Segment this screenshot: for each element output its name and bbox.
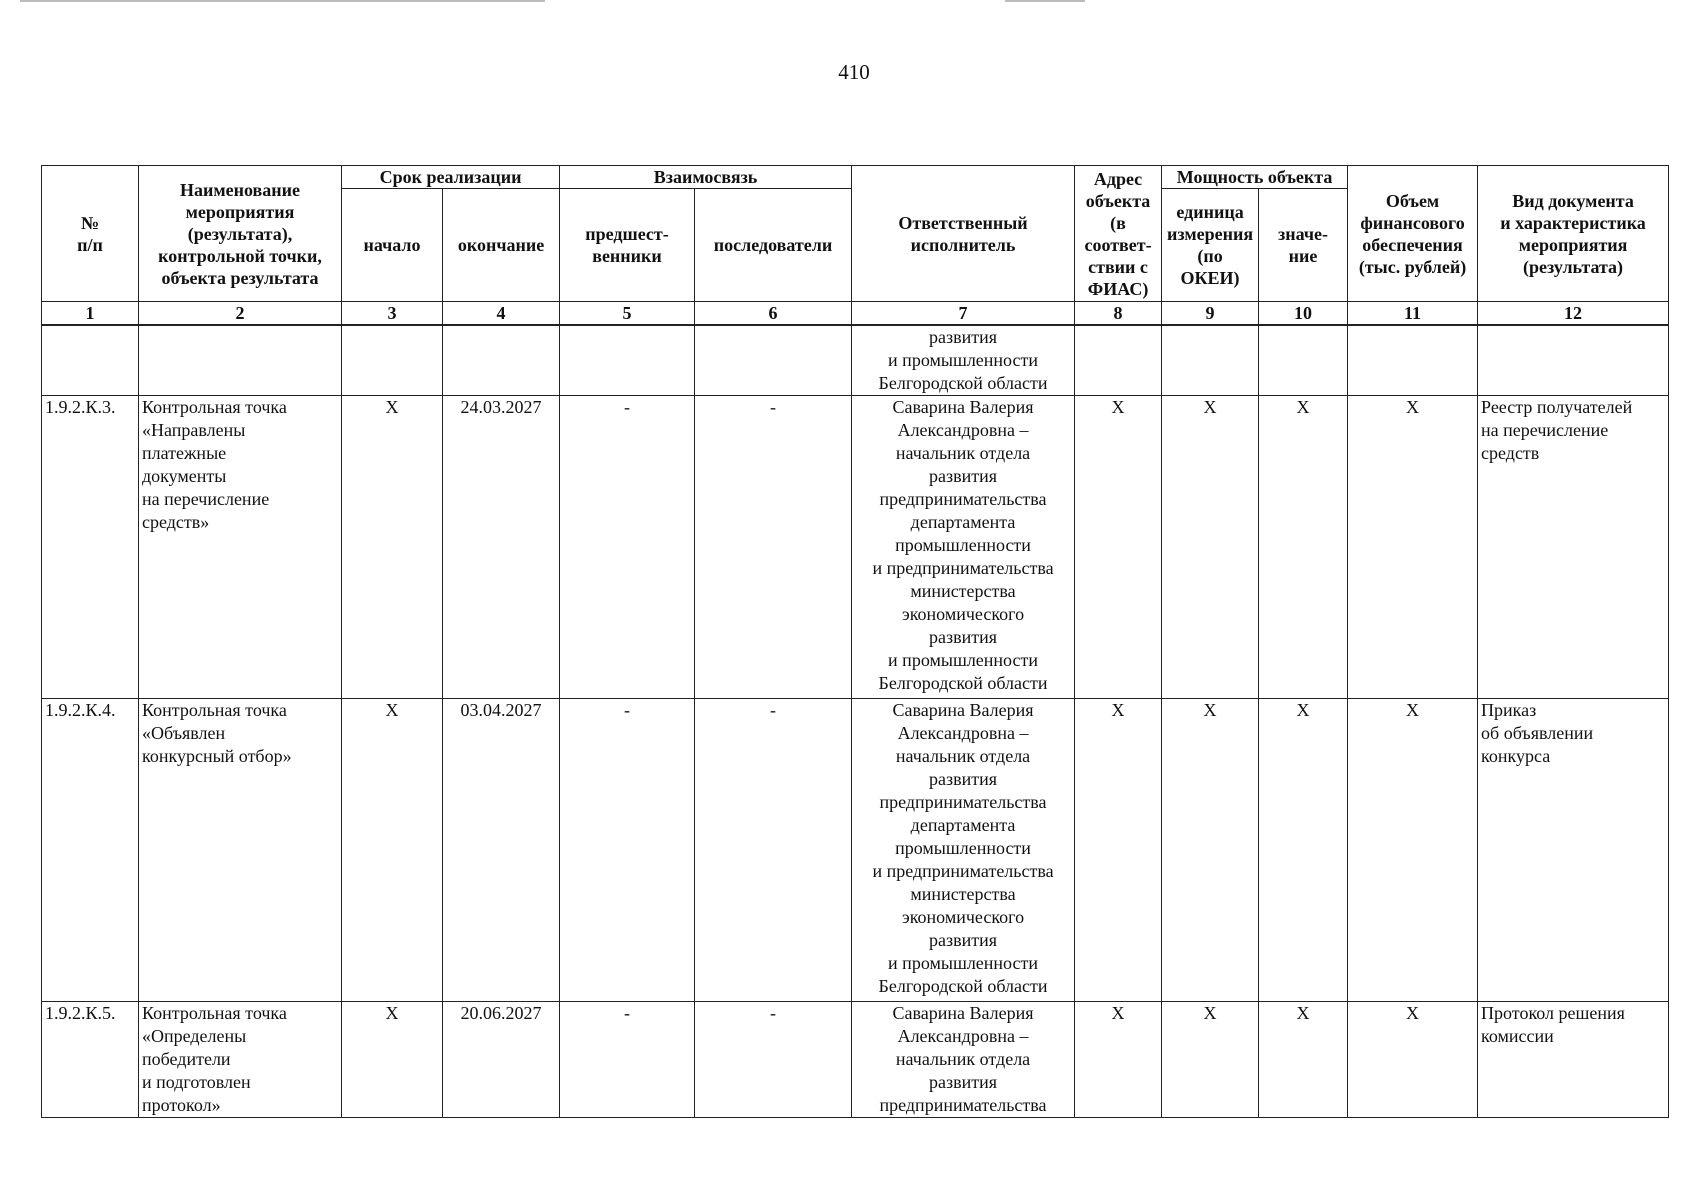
cell-start: X — [342, 1002, 443, 1118]
header-successors: последователи — [695, 189, 852, 302]
top-scan-rule — [20, 0, 545, 2]
cell-empty — [342, 325, 443, 396]
column-number: 2 — [139, 302, 342, 326]
header-predecessors: предшест- венники — [560, 189, 695, 302]
table-row — [42, 699, 1669, 1002]
header-group-term: Срок реализации — [342, 166, 560, 189]
cell-document: Реестр получателей на перечисление средств — [1478, 396, 1669, 699]
column-number: 7 — [852, 302, 1075, 326]
cell-empty — [695, 325, 852, 396]
cell-empty — [1259, 325, 1348, 396]
cell-start: X — [342, 396, 443, 699]
cell-predecessors: - — [560, 699, 695, 1002]
cell-empty — [1162, 325, 1259, 396]
cell-empty — [443, 325, 560, 396]
cell-successors: - — [695, 396, 852, 699]
column-number: 8 — [1075, 302, 1162, 326]
header-end: окончание — [443, 189, 560, 302]
cell-end: 20.06.2027 — [443, 1002, 560, 1118]
cell-unit: X — [1162, 1002, 1259, 1118]
plan-table — [41, 165, 1669, 1118]
cell-value: X — [1259, 1002, 1348, 1118]
column-number: 11 — [1348, 302, 1478, 326]
cell-value: X — [1259, 699, 1348, 1002]
cell-executor: Саварина Валерия Александровна – начальник отдела развития предпринимательства — [852, 1002, 1075, 1118]
cell-unit: X — [1162, 396, 1259, 699]
cell-address: X — [1075, 1002, 1162, 1118]
cell-finance: X — [1348, 1002, 1478, 1118]
cell-predecessors: - — [560, 1002, 695, 1118]
cell-empty — [560, 325, 695, 396]
cell-successors: - — [695, 699, 852, 1002]
cell-document: Протокол решения комиссии — [1478, 1002, 1669, 1118]
header-start: начало — [342, 189, 443, 302]
cell-name: Контрольная точка «Направлены платежные документы на перечисление средств» — [139, 396, 342, 699]
column-number: 9 — [1162, 302, 1259, 326]
column-number: 12 — [1478, 302, 1669, 326]
header-address: Адрес объекта (в соответ- ствии с ФИАС) — [1075, 166, 1162, 302]
cell-executor: развития и промышленности Белгородской области — [852, 325, 1075, 396]
header-finance: Объем финансового обеспечения (тыс. рублей) — [1348, 166, 1478, 302]
cell-end: 03.04.2027 — [443, 699, 560, 1002]
cell-address: X — [1075, 699, 1162, 1002]
cell-number: 1.9.2.К.5. — [42, 1002, 139, 1118]
column-number: 10 — [1259, 302, 1348, 326]
cell-predecessors: - — [560, 396, 695, 699]
header-name: Наименование мероприятия (результата), контрольной точки, объекта результата — [139, 166, 342, 302]
cell-number: 1.9.2.К.3. — [42, 396, 139, 699]
cell-executor: Саварина Валерия Александровна – начальник отдела развития предпринимательства департамента промышленности и предпринимательства министерства экономического развития и промышленности Белгородской области — [852, 396, 1075, 699]
table-row-continuation — [42, 325, 1669, 396]
column-number-row — [42, 302, 1669, 326]
header-value: значе- ние — [1259, 189, 1348, 302]
cell-empty — [1075, 325, 1162, 396]
column-number: 1 — [42, 302, 139, 326]
cell-name: Контрольная точка «Определены победители и подготовлен протокол» — [139, 1002, 342, 1118]
cell-empty — [1478, 325, 1669, 396]
cell-empty — [1348, 325, 1478, 396]
cell-empty — [139, 325, 342, 396]
header-number: № п/п — [42, 166, 139, 302]
column-number: 4 — [443, 302, 560, 326]
header-unit: единица измерения (по ОКЕИ) — [1162, 189, 1259, 302]
column-number: 5 — [560, 302, 695, 326]
cell-value: X — [1259, 396, 1348, 699]
column-number: 6 — [695, 302, 852, 326]
cell-document: Приказ об объявлении конкурса — [1478, 699, 1669, 1002]
header-executor: Ответственный исполнитель — [852, 166, 1075, 302]
table-row — [42, 1002, 1669, 1118]
cell-empty — [42, 325, 139, 396]
column-number: 3 — [342, 302, 443, 326]
header-row — [42, 166, 1669, 189]
header-document: Вид документа и характеристика мероприятия (результата) — [1478, 166, 1669, 302]
table-row — [42, 396, 1669, 699]
header-group-capacity: Мощность объекта — [1162, 166, 1348, 189]
cell-number: 1.9.2.К.4. — [42, 699, 139, 1002]
cell-successors: - — [695, 1002, 852, 1118]
cell-executor: Саварина Валерия Александровна – начальник отдела развития предпринимательства департамента промышленности и предпринимательства министерства экономического развития и промышленности Белгородской области — [852, 699, 1075, 1002]
cell-finance: X — [1348, 699, 1478, 1002]
cell-finance: X — [1348, 396, 1478, 699]
cell-end: 24.03.2027 — [443, 396, 560, 699]
header-group-relation: Взаимосвязь — [560, 166, 852, 189]
page-number: 410 — [838, 60, 870, 84]
cell-address: X — [1075, 396, 1162, 699]
top-scan-rule — [1005, 0, 1085, 2]
cell-start: X — [342, 699, 443, 1002]
cell-name: Контрольная точка «Объявлен конкурсный отбор» — [139, 699, 342, 1002]
cell-unit: X — [1162, 699, 1259, 1002]
